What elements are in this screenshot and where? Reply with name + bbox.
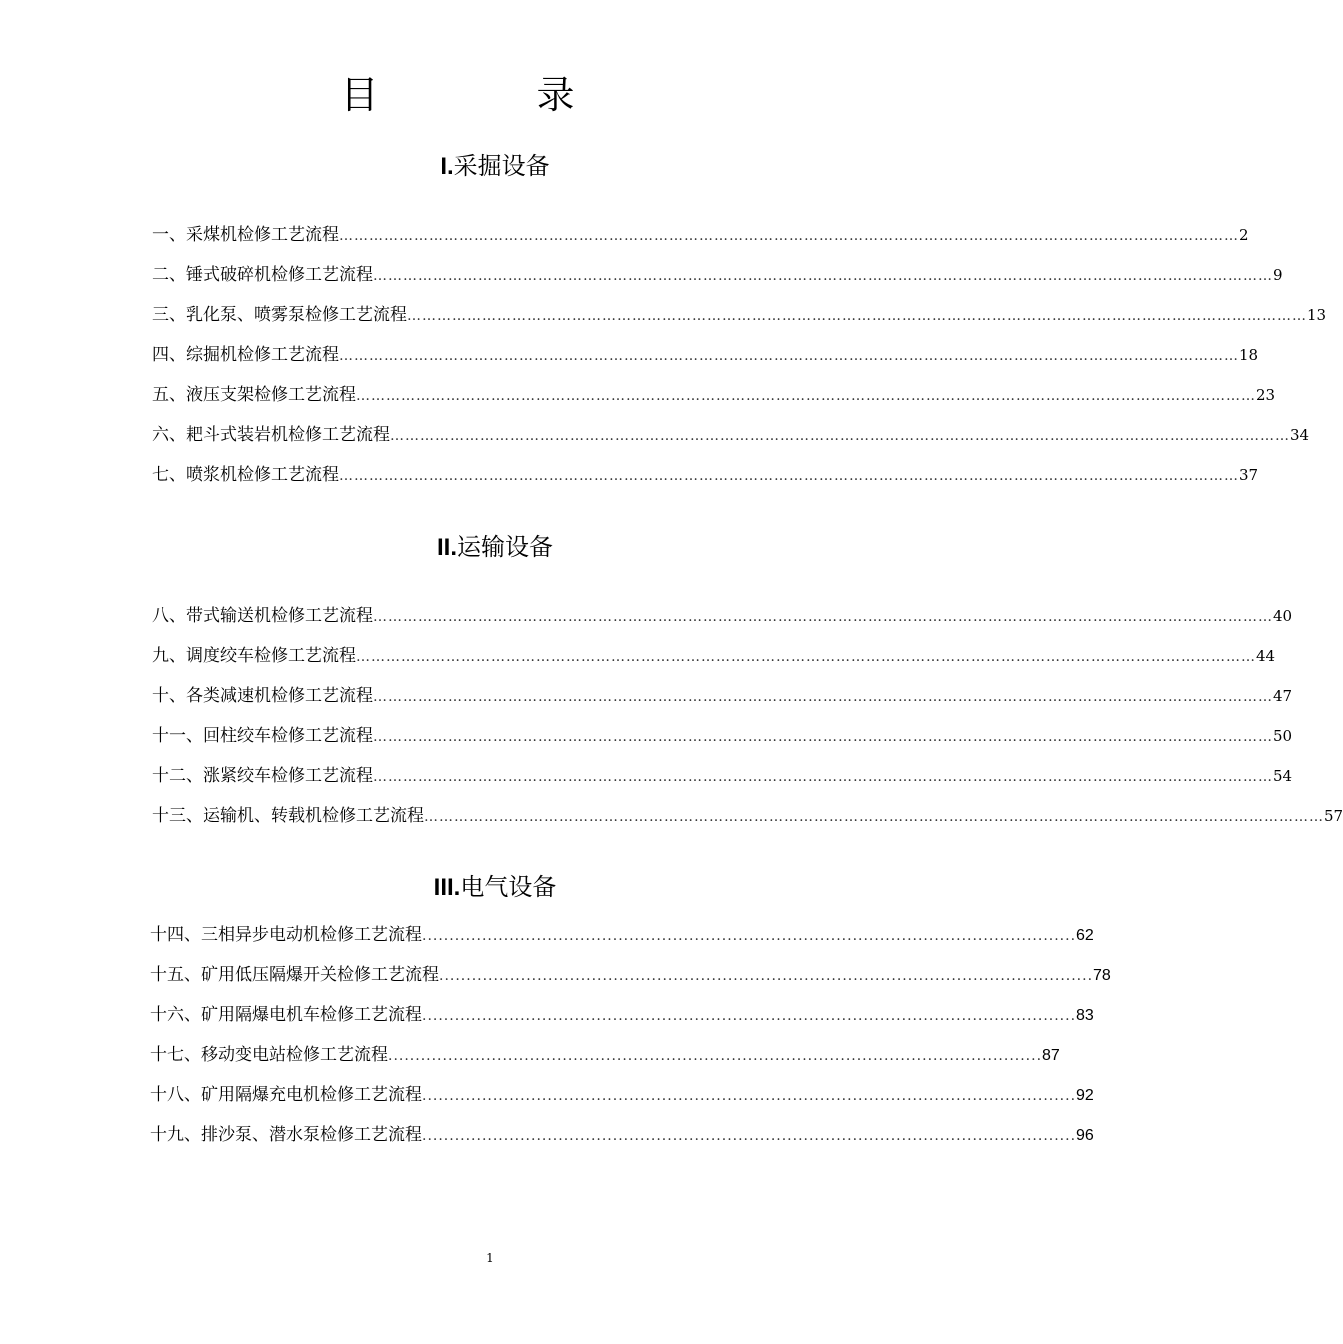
toc-entry-page: 13 <box>1307 306 1327 324</box>
leader-dots: ……………………………………………………………………………………………………………………………………………………………… <box>373 268 1273 284</box>
leader-dots: ........................................................................................................................ <box>422 1128 1077 1144</box>
toc-entry-page: 57 <box>1324 807 1343 825</box>
toc-entry-number: 十九、 <box>150 1125 201 1145</box>
toc-entry-number: 十四、 <box>150 925 201 945</box>
toc-entry-number: 十、 <box>152 686 186 706</box>
toc-entry[interactable] <box>152 223 1249 263</box>
toc-entry-page: 92 <box>1076 1087 1094 1104</box>
toc-entry-page: 47 <box>1273 687 1293 705</box>
toc-entry-page: 44 <box>1256 647 1276 665</box>
toc-entry-number: 十八、 <box>150 1085 201 1105</box>
toc-entry-page: 54 <box>1273 767 1293 785</box>
toc-entry-page: 78 <box>1093 967 1111 984</box>
toc-entry-page: 40 <box>1273 607 1293 625</box>
leader-dots: ……………………………………………………………………………………………………………………………………………………………… <box>373 729 1273 745</box>
toc-entry-page: 18 <box>1239 346 1259 364</box>
toc-entry[interactable] <box>152 724 1293 764</box>
toc-entry-label: 乳化泵、喷雾泵检修工艺流程 <box>186 305 407 325</box>
toc-entry-number: 十七、 <box>150 1045 201 1065</box>
toc-entry[interactable] <box>152 303 1327 343</box>
toc-entry-page: 37 <box>1239 466 1259 484</box>
toc-entry-label: 矿用低压隔爆开关检修工艺流程 <box>201 965 439 985</box>
toc-list-2 <box>152 604 1343 844</box>
section-heading-2 <box>0 531 990 564</box>
page-number: 1 <box>486 1251 494 1265</box>
toc-entry-number: 十一、 <box>152 726 203 746</box>
toc-entry[interactable] <box>152 684 1293 724</box>
toc-entry-label: 耙斗式装岩机检修工艺流程 <box>186 425 390 445</box>
toc-list-1 <box>152 223 1327 503</box>
toc-entry-number: 一、 <box>152 225 186 245</box>
toc-entry-number: 七、 <box>152 465 186 485</box>
section-name: 电气设备 <box>460 873 557 901</box>
toc-list-3 <box>150 923 1111 1163</box>
toc-entry[interactable] <box>152 804 1343 844</box>
leader-dots: ……………………………………………………………………………………………………………………………………………………………… <box>373 769 1273 785</box>
toc-entry-page: 23 <box>1256 386 1276 404</box>
toc-entry[interactable] <box>152 764 1293 804</box>
leader-dots: ……………………………………………………………………………………………………………………………………………………………… <box>356 388 1256 404</box>
toc-entry-page: 87 <box>1042 1047 1060 1064</box>
toc-entry[interactable] <box>150 963 1111 1003</box>
leader-dots: ........................................................................................................................ <box>422 1008 1077 1024</box>
toc-entry-label: 调度绞车检修工艺流程 <box>186 646 356 666</box>
toc-entry-label: 综掘机检修工艺流程 <box>186 345 339 365</box>
toc-entry-number: 九、 <box>152 646 186 666</box>
toc-entry-number: 四、 <box>152 345 186 365</box>
toc-entry-label: 喷浆机检修工艺流程 <box>186 465 339 485</box>
section-name: 运输设备 <box>457 533 553 561</box>
toc-entry-page: 50 <box>1273 727 1293 745</box>
toc-entry-label: 矿用隔爆充电机检修工艺流程 <box>201 1085 422 1105</box>
leader-dots: ……………………………………………………………………………………………………………………………………………………………… <box>339 348 1239 364</box>
toc-entry[interactable] <box>150 923 1094 963</box>
leader-dots: ……………………………………………………………………………………………………………………………………………………………… <box>390 428 1290 444</box>
toc-entry-label: 运输机、转载机检修工艺流程 <box>203 806 424 826</box>
toc-entry[interactable] <box>150 1043 1060 1083</box>
toc-entry-label: 移动变电站检修工艺流程 <box>201 1045 388 1065</box>
toc-entry[interactable] <box>152 644 1276 684</box>
leader-dots: ……………………………………………………………………………………………………………………………………………………………… <box>373 689 1273 705</box>
leader-dots: ........................................................................................................................ <box>422 1088 1077 1104</box>
leader-dots: ……………………………………………………………………………………………………………………………………………………………… <box>424 809 1324 825</box>
toc-entry-label: 各类减速机检修工艺流程 <box>186 686 373 706</box>
toc-entry-page: 34 <box>1290 426 1310 444</box>
toc-entry-number: 十三、 <box>152 806 203 826</box>
leader-dots: ……………………………………………………………………………………………………………………………………………………………… <box>356 649 1256 665</box>
toc-entry-number: 六、 <box>152 425 186 445</box>
toc-entry-number: 八、 <box>152 606 186 626</box>
toc-entry[interactable] <box>152 463 1259 503</box>
toc-entry-page: 62 <box>1076 927 1094 944</box>
toc-entry-label: 涨紧绞车检修工艺流程 <box>203 766 373 786</box>
page-title: 目 录 <box>340 73 635 117</box>
leader-dots: ……………………………………………………………………………………………………………………………………………………………… <box>339 468 1239 484</box>
toc-entry[interactable] <box>152 263 1283 303</box>
toc-entry-number: 十六、 <box>150 1005 201 1025</box>
section-heading-3 <box>0 871 990 904</box>
toc-entry-label: 三相异步电动机检修工艺流程 <box>201 925 422 945</box>
leader-dots: ........................................................................................................................ <box>388 1048 1043 1064</box>
toc-entry-number: 十五、 <box>150 965 201 985</box>
section-number: I. <box>440 153 454 180</box>
section-number: II. <box>436 534 457 561</box>
section-number: III. <box>433 874 461 901</box>
toc-entry-page: 2 <box>1239 226 1249 244</box>
toc-entry[interactable] <box>152 423 1310 463</box>
toc-entry-number: 十二、 <box>152 766 203 786</box>
toc-entry-label: 回柱绞车检修工艺流程 <box>203 726 373 746</box>
leader-dots: ........................................................................................................................ <box>439 968 1094 984</box>
toc-entry[interactable] <box>152 343 1259 383</box>
toc-entry[interactable] <box>150 1003 1094 1043</box>
toc-entry[interactable] <box>150 1123 1094 1163</box>
toc-entry-number: 三、 <box>152 305 186 325</box>
toc-entry-number: 五、 <box>152 385 186 405</box>
toc-entry-page: 83 <box>1076 1007 1094 1024</box>
toc-entry[interactable] <box>150 1083 1094 1123</box>
toc-entry-label: 矿用隔爆电机车检修工艺流程 <box>201 1005 422 1025</box>
section-name: 采掘设备 <box>453 152 550 180</box>
leader-dots: ……………………………………………………………………………………………………………………………………………………………… <box>407 308 1307 324</box>
leader-dots: ……………………………………………………………………………………………………………………………………………………………… <box>339 228 1239 244</box>
leader-dots: ........................................................................................................................ <box>422 928 1077 944</box>
section-heading-1 <box>0 150 990 183</box>
toc-entry-number: 二、 <box>152 265 186 285</box>
toc-entry-label: 锤式破碎机检修工艺流程 <box>186 265 373 285</box>
leader-dots: ……………………………………………………………………………………………………………………………………………………………… <box>373 609 1273 625</box>
toc-entry-page: 9 <box>1273 266 1283 284</box>
toc-entry-label: 采煤机检修工艺流程 <box>186 225 339 245</box>
toc-entry-label: 液压支架检修工艺流程 <box>186 385 356 405</box>
toc-entry-label: 带式输送机检修工艺流程 <box>186 606 373 626</box>
toc-entry-label: 排沙泵、潜水泵检修工艺流程 <box>201 1125 422 1145</box>
toc-entry[interactable] <box>152 383 1276 423</box>
toc-entry-page: 96 <box>1076 1127 1094 1144</box>
toc-entry[interactable] <box>152 604 1293 644</box>
